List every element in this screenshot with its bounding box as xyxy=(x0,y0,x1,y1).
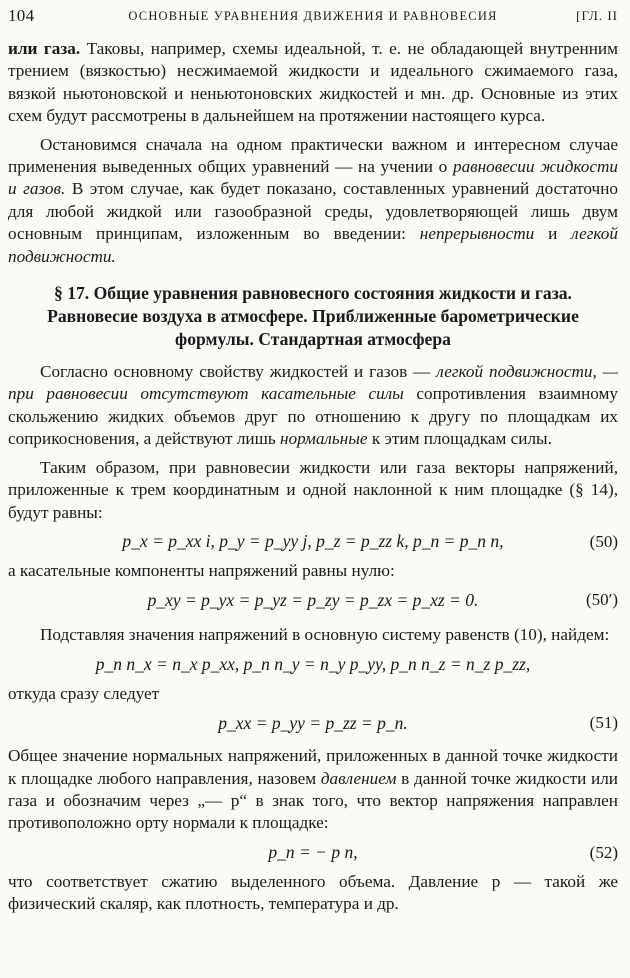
equation-50 xyxy=(8,524,618,560)
p8-text-2: в данной точке жидкости или газа и обозначим через „— p“ в знак того, что вектор напряжения направлен противоположно орту нормали к площадке: xyxy=(8,768,618,833)
paragraph-4: Таким образом, при равновесии жидкости или газа векторы напряжений, приложенные к трем координатным и одной наклонной к ним площадке (§ 14), будут равны: xyxy=(8,457,618,522)
equation-51-number: (51) xyxy=(589,713,618,733)
equation-50-prime-number: (50′) xyxy=(585,590,618,610)
paragraph-3 xyxy=(8,361,618,451)
equation-50-prime xyxy=(8,582,618,618)
equation-52 xyxy=(8,835,618,871)
paragraph-2 xyxy=(8,134,618,268)
bold-lead: или газа. xyxy=(8,39,81,58)
section-heading: § 17. Общие уравнения равновесного состояния жидкости и газа. Равновесие воздуха в атмосфере. Приближенные барометрические формулы. Стандартная атмосфера xyxy=(47,283,579,350)
equation-51-formula: p_xx = p_yy = p_zz = p_n. xyxy=(218,712,408,733)
page-body xyxy=(8,38,618,916)
p2-text-1: Остановимся сначала на одном практически важном и интересном случае применения выведенных общих уравнений — на учении о xyxy=(8,134,618,177)
p8-italic-1: давлением xyxy=(320,768,397,788)
paragraph-7: откуда сразу следует xyxy=(8,683,160,703)
paragraph-1 xyxy=(8,38,618,128)
p3-italic-1: легкой подвижности, — при равновесии отсутствуют касательные силы xyxy=(8,362,618,404)
p2-text-2: В этом случае, как будет показано, составленных уравнений достаточно для любой жидкой или газообразной среды, удовлетворяющей лишь двум основным принципам, изложенным во введении: xyxy=(8,179,618,244)
equation-52-formula: p_n = − p n, xyxy=(268,842,358,863)
equation-51 xyxy=(8,705,618,741)
equation-50-prime-formula: p_xy = p_yx = p_yz = p_zy = p_zx = p_xz = 0. xyxy=(147,589,479,610)
equation-substitution xyxy=(8,647,618,683)
p3-text-3: к этим площадкам силы. xyxy=(367,429,552,449)
p2-italic-2: непрерывности xyxy=(419,224,535,244)
equation-52-number: (52) xyxy=(589,842,618,862)
equation-50-number: (50) xyxy=(589,531,618,551)
paragraph-5: а касательные компоненты напряжений равны нулю: xyxy=(8,560,395,580)
p3-italic-2: нормальные xyxy=(280,429,368,449)
p2-italic-1: равновесии жидкости и газов. xyxy=(8,157,618,199)
equation-substitution-formula: p_n n_x = n_x p_xx, p_n n_y = n_y p_yy, p_n n_z = n_z p_zz, xyxy=(95,654,531,675)
p3-text-2: сопротивления взаимному скольжению жидких объемов друг по отношению к другу по площадкам их соприкосновения, а действуют лишь xyxy=(8,384,619,449)
chapter-label: [ГЛ. II xyxy=(576,8,618,23)
page-number: 104 xyxy=(8,6,35,25)
page-header xyxy=(8,6,618,30)
paragraph-8 xyxy=(8,745,618,835)
paragraph-6: Подставляя значения напряжений в основную систему равенств (10), найдем: xyxy=(40,625,610,645)
running-title: ОСНОВНЫЕ УРАВНЕНИЯ ДВИЖЕНИЯ И РАВНОВЕСИЯ xyxy=(128,9,498,23)
p8-text-1: Общее значение нормальных напряжений, приложенных в данной точке жидкости к площадке любого направления, назовем xyxy=(8,746,618,788)
p2-italic-3: легкой подвижности. xyxy=(8,224,618,266)
paragraph-1-text: Таковы, например, схемы идеальной, т. е. не обладающей внутренним трением (вязкостью) несжимаемой жидкости и идеального сжимаемого газа, вязкой ньютоновской и неньютоновских жидкостей и мн. др. Основные из этих схем будут рассмотрены в дальнейшем на протяжении настоящего курса. xyxy=(8,39,618,126)
p2-text-3: и xyxy=(534,224,572,244)
p3-text-1: Согласно основному свойству жидкостей и газов — xyxy=(40,362,437,382)
paragraph-9: что соответствует сжатию выделенного объема. Давление p — такой же физический скаляр, как плотность, температура и др. xyxy=(8,871,618,914)
equation-50-formula: p_x = p_xx i, p_y = p_yy j, p_z = p_zz k, p_n = p_n n, xyxy=(122,531,504,552)
